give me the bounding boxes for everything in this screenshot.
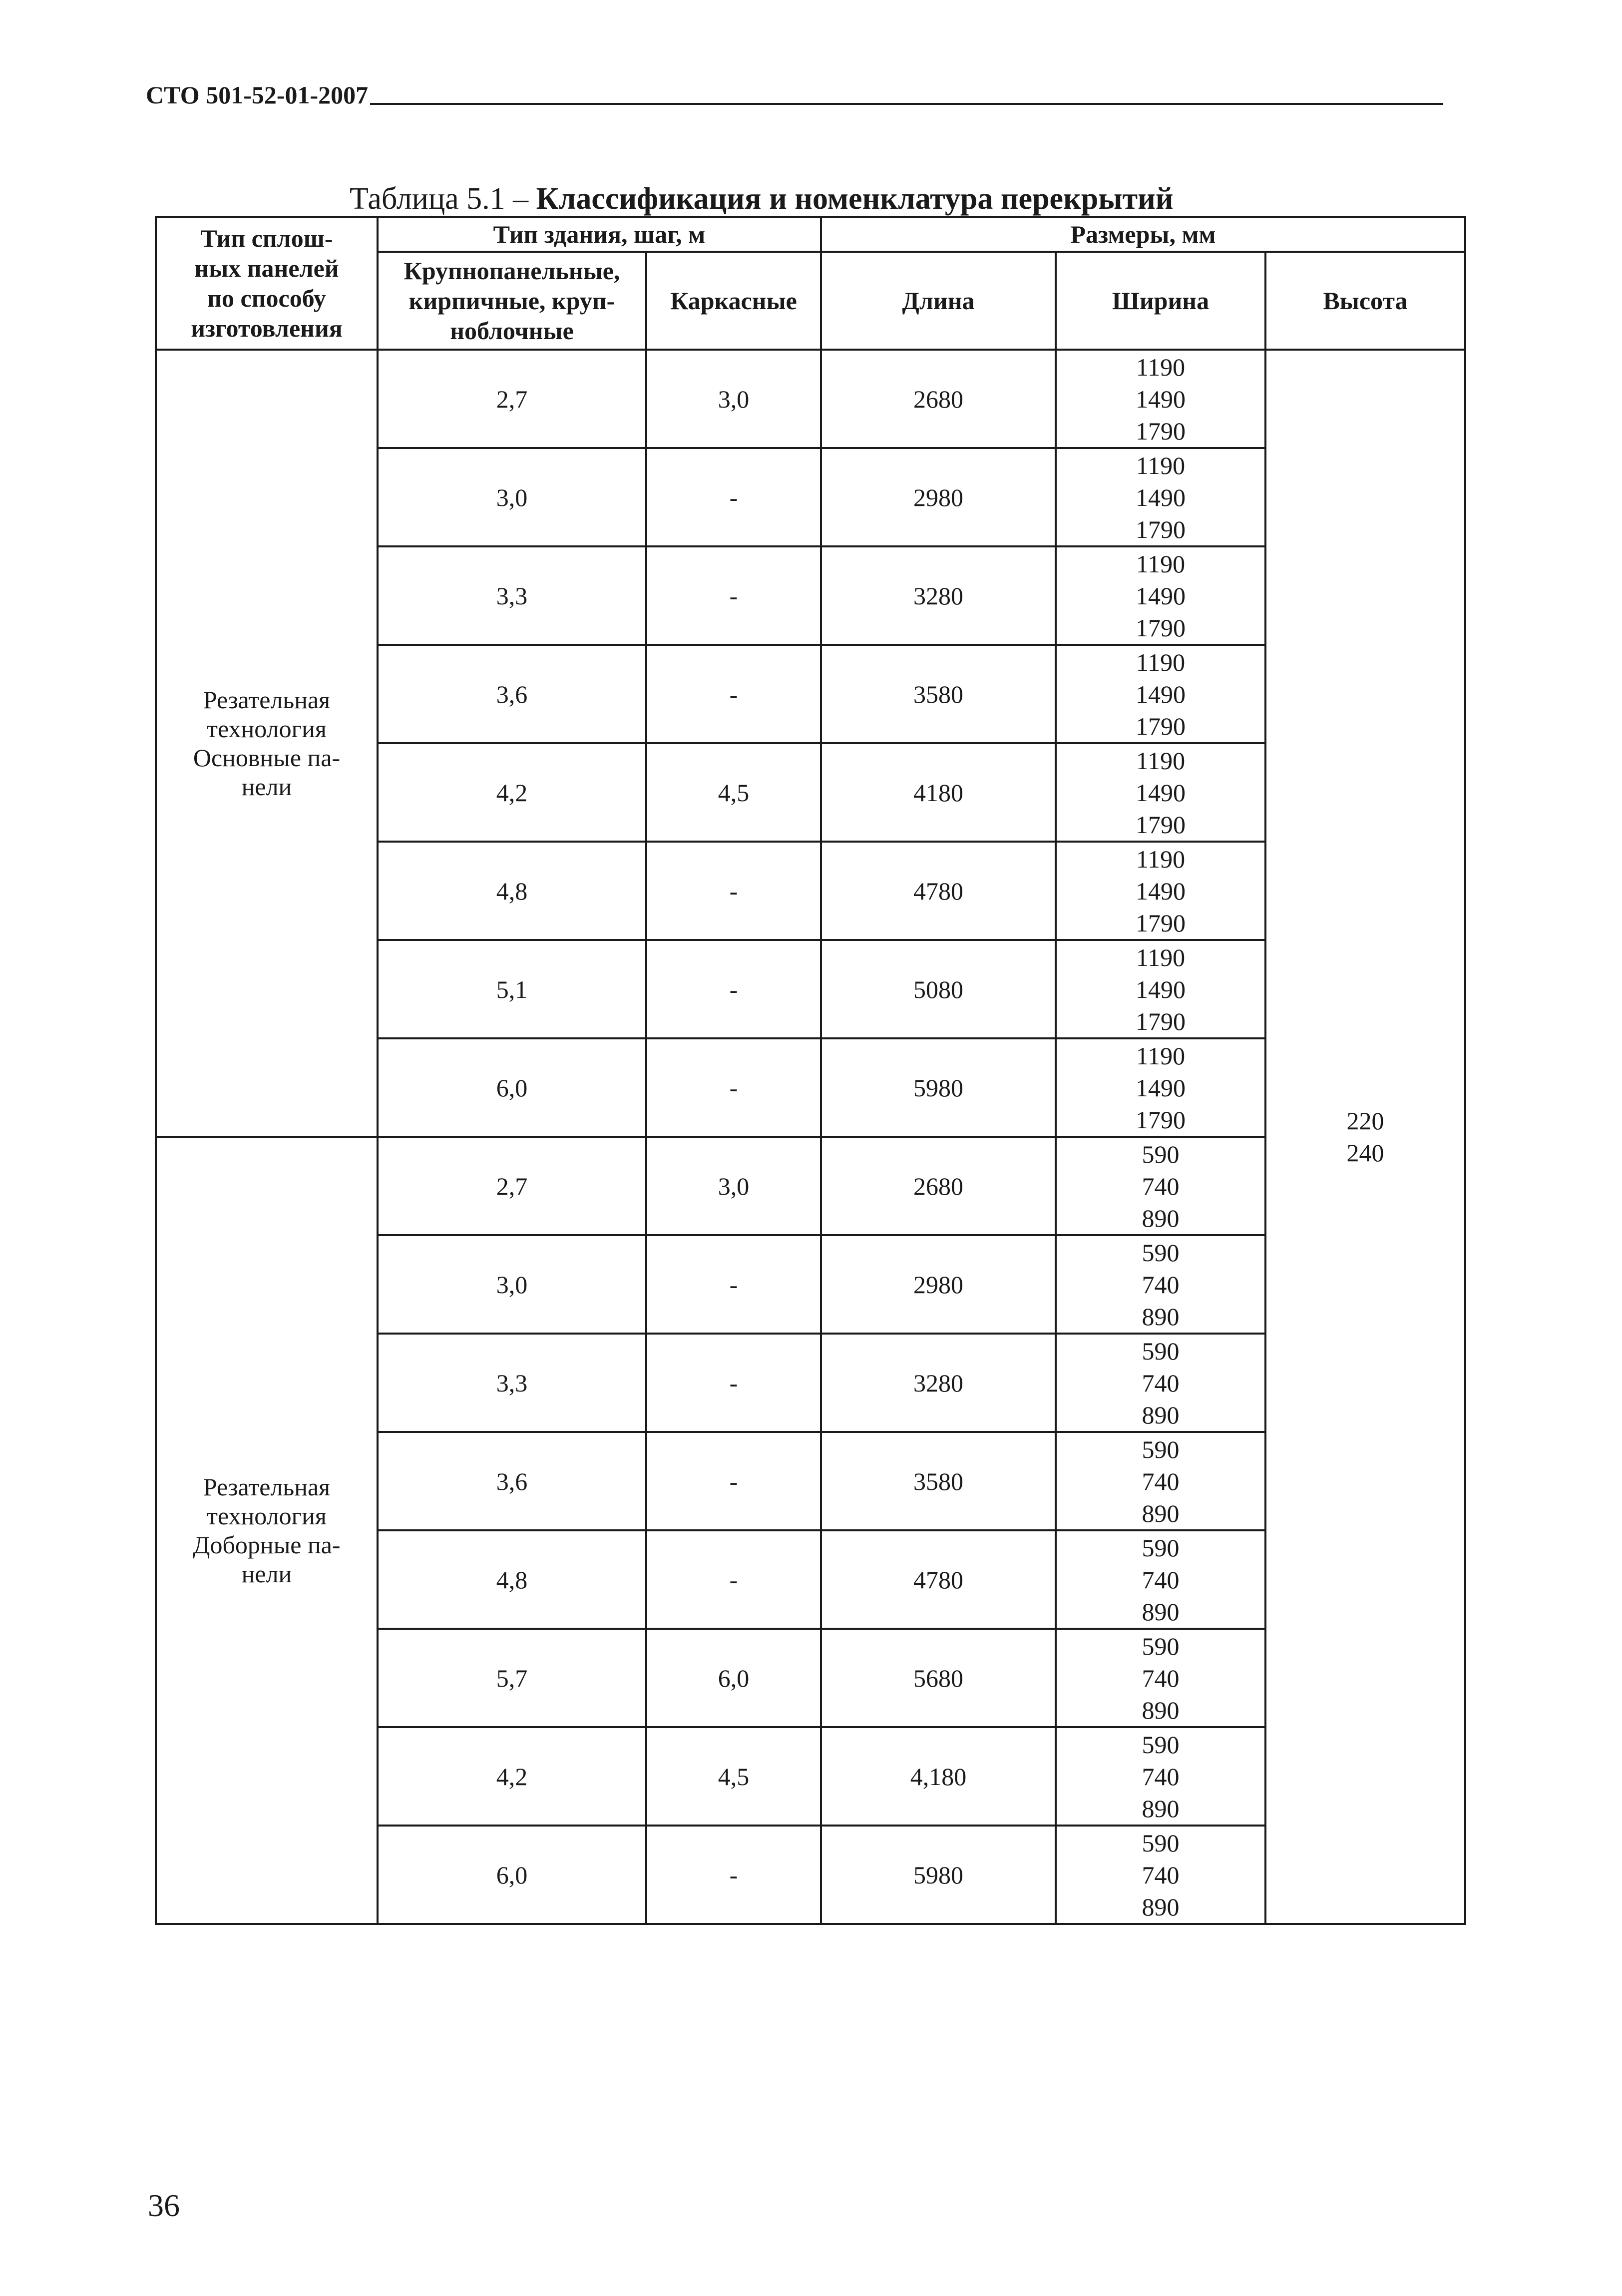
width-value: 890 <box>1142 1696 1180 1724</box>
large-panel-step-cell: 2,7 <box>378 1137 646 1235</box>
frame-step-cell: - <box>646 1826 821 1924</box>
frame-step-cell: 6,0 <box>646 1629 821 1727</box>
panel-group-label-line: нели <box>241 773 292 801</box>
width-value: 1190 <box>1136 648 1186 676</box>
length-cell: 5080 <box>821 940 1056 1038</box>
width-value: 1190 <box>1136 353 1186 381</box>
length-cell: 2980 <box>821 1235 1056 1334</box>
frame-step-cell: - <box>646 546 821 645</box>
width-value: 1790 <box>1136 417 1186 445</box>
width-cell <box>1056 645 1265 743</box>
panel-group-label-line: технология <box>207 1502 327 1530</box>
width-value: 1790 <box>1136 1007 1186 1035</box>
length-header: Длина <box>821 252 1056 350</box>
width-value: 1490 <box>1136 877 1186 905</box>
frame-header: Каркасные <box>646 252 821 350</box>
width-cell <box>1056 448 1265 546</box>
width-value: 740 <box>1142 1860 1180 1889</box>
panel-group-label-line: Основные па- <box>193 744 341 772</box>
length-cell: 4780 <box>821 842 1056 940</box>
width-value: 1790 <box>1136 810 1186 839</box>
width-value: 1190 <box>1136 845 1186 873</box>
width-value: 1790 <box>1136 613 1186 642</box>
panel-group-label-line: Резательная <box>203 1473 331 1501</box>
length-cell: 2680 <box>821 350 1056 448</box>
frame-step-cell: - <box>646 842 821 940</box>
large-panel-step-cell: 6,0 <box>378 1038 646 1137</box>
width-value: 740 <box>1142 1664 1180 1692</box>
caption-prefix: Таблица 5.1 – <box>350 182 536 216</box>
panel-group-label <box>156 1137 378 1924</box>
large-panel-step-cell: 3,0 <box>378 1235 646 1334</box>
large-panel-step-cell: 3,6 <box>378 645 646 743</box>
width-value: 1490 <box>1136 680 1186 708</box>
width-cell <box>1056 1530 1265 1629</box>
width-value: 1490 <box>1136 975 1186 1003</box>
height-header: Высота <box>1265 252 1465 350</box>
large-panel-step-cell: 5,1 <box>378 940 646 1038</box>
large-panel-step-cell: 3,6 <box>378 1432 646 1530</box>
width-cell <box>1056 350 1265 448</box>
width-value: 890 <box>1142 1892 1180 1921</box>
width-cell <box>1056 1137 1265 1235</box>
width-value: 740 <box>1142 1467 1180 1495</box>
large-panel-step-cell: 5,7 <box>378 1629 646 1727</box>
large-panel-step-cell: 3,0 <box>378 448 646 546</box>
frame-step-cell: - <box>646 940 821 1038</box>
width-value: 1190 <box>1136 746 1186 775</box>
width-value: 1790 <box>1136 1105 1186 1134</box>
height-value: 240 <box>1346 1139 1384 1167</box>
large-panel-header-line: кирпичные, круп- <box>408 287 615 315</box>
panel-type-header-line: ных панелей <box>194 254 339 282</box>
width-value: 890 <box>1142 1204 1180 1232</box>
header-row-1 <box>156 217 1465 252</box>
sizes-header: Размеры, мм <box>821 217 1465 252</box>
width-value: 1190 <box>1136 549 1186 578</box>
height-value: 220 <box>1346 1107 1384 1135</box>
width-cell <box>1056 1826 1265 1924</box>
width-value: 890 <box>1142 1597 1180 1626</box>
width-value: 740 <box>1142 1270 1180 1299</box>
length-cell: 5980 <box>821 1038 1056 1137</box>
width-value: 890 <box>1142 1499 1180 1527</box>
page-number: 36 <box>148 2188 180 2223</box>
width-value: 890 <box>1142 1302 1180 1331</box>
large-panel-step-cell: 2,7 <box>378 350 646 448</box>
frame-step-cell: 3,0 <box>646 1137 821 1235</box>
width-value: 1190 <box>1136 1041 1186 1070</box>
width-value: 1490 <box>1136 385 1186 413</box>
length-cell: 3580 <box>821 645 1056 743</box>
panel-group-label <box>156 350 378 1137</box>
large-panel-step-cell: 6,0 <box>378 1826 646 1924</box>
frame-step-cell: - <box>646 1530 821 1629</box>
width-value: 740 <box>1142 1172 1180 1200</box>
panel-group-label-line: Доборные па- <box>193 1531 341 1559</box>
width-cell <box>1056 1038 1265 1137</box>
width-cell <box>1056 940 1265 1038</box>
width-value: 590 <box>1142 1730 1180 1759</box>
caption-title: Классификация и номенклатура перекрытий <box>536 182 1174 216</box>
large-panel-step-cell: 4,8 <box>378 842 646 940</box>
building-type-header: Тип здания, шаг, м <box>378 217 821 252</box>
width-value: 740 <box>1142 1762 1180 1791</box>
length-cell: 2980 <box>821 448 1056 546</box>
panel-group-label-line: Резательная <box>203 686 331 714</box>
width-value: 590 <box>1142 1337 1180 1365</box>
panel-type-header-line: по способу <box>207 284 326 312</box>
width-value: 1790 <box>1136 515 1186 543</box>
width-value: 590 <box>1142 1238 1180 1267</box>
running-header <box>146 80 1443 110</box>
frame-step-cell: - <box>646 448 821 546</box>
frame-step-cell: - <box>646 1432 821 1530</box>
length-cell: 3280 <box>821 546 1056 645</box>
length-cell: 5680 <box>821 1629 1056 1727</box>
large-panel-step-cell: 4,8 <box>378 1530 646 1629</box>
width-value: 1490 <box>1136 778 1186 807</box>
length-cell: 3280 <box>821 1334 1056 1432</box>
width-cell <box>1056 1432 1265 1530</box>
width-value: 1490 <box>1136 581 1186 610</box>
frame-step-cell: 4,5 <box>646 743 821 842</box>
large-panel-step-cell: 4,2 <box>378 1727 646 1826</box>
width-cell <box>1056 1334 1265 1432</box>
frame-step-cell: - <box>646 1334 821 1432</box>
width-value: 890 <box>1142 1400 1180 1429</box>
width-value: 590 <box>1142 1533 1180 1562</box>
width-value: 1190 <box>1136 451 1186 479</box>
table-row <box>156 350 1465 448</box>
width-cell <box>1056 1727 1265 1826</box>
panel-type-header-line: изготовления <box>191 314 343 342</box>
width-value: 590 <box>1142 1435 1180 1463</box>
width-value: 1490 <box>1136 1073 1186 1102</box>
frame-step-cell: 4,5 <box>646 1727 821 1826</box>
width-value: 590 <box>1142 1632 1180 1660</box>
width-cell <box>1056 842 1265 940</box>
length-cell: 4780 <box>821 1530 1056 1629</box>
width-header: Ширина <box>1056 252 1265 350</box>
width-value: 1790 <box>1136 909 1186 937</box>
frame-step-cell: - <box>646 1235 821 1334</box>
width-cell <box>1056 1629 1265 1727</box>
width-value: 890 <box>1142 1794 1180 1823</box>
frame-step-cell: - <box>646 645 821 743</box>
panel-type-header <box>156 217 378 350</box>
large-panel-header-line: Крупнопанельные, <box>404 257 620 285</box>
slab-classification-table <box>155 216 1466 1925</box>
large-panel-header-line: ноблочные <box>450 317 574 345</box>
width-value: 740 <box>1142 1369 1180 1397</box>
width-value: 740 <box>1142 1565 1180 1594</box>
large-panel-step-cell: 3,3 <box>378 1334 646 1432</box>
panel-group-label-line: нели <box>241 1560 292 1588</box>
panel-group-label-line: технология <box>207 715 327 743</box>
length-cell: 5980 <box>821 1826 1056 1924</box>
large-panel-step-cell: 3,3 <box>378 546 646 645</box>
document-code: СТО 501-52-01-2007 <box>146 81 369 109</box>
table-body <box>156 217 1465 1924</box>
width-cell <box>1056 743 1265 842</box>
length-cell: 4180 <box>821 743 1056 842</box>
width-value: 590 <box>1142 1829 1180 1857</box>
height-cell <box>1265 350 1465 1924</box>
length-cell: 2680 <box>821 1137 1056 1235</box>
width-value: 1790 <box>1136 712 1186 740</box>
frame-step-cell: 3,0 <box>646 350 821 448</box>
width-value: 1190 <box>1136 943 1186 971</box>
header-rule <box>370 103 1443 105</box>
large-panel-header <box>378 252 646 350</box>
length-cell: 4,180 <box>821 1727 1056 1826</box>
frame-step-cell: - <box>646 1038 821 1137</box>
width-cell <box>1056 1235 1265 1334</box>
panel-type-header-line: Тип сплош- <box>200 224 333 252</box>
width-cell <box>1056 546 1265 645</box>
table-caption <box>350 181 1174 217</box>
length-cell: 3580 <box>821 1432 1056 1530</box>
width-value: 1490 <box>1136 483 1186 511</box>
large-panel-step-cell: 4,2 <box>378 743 646 842</box>
width-value: 590 <box>1142 1140 1180 1168</box>
